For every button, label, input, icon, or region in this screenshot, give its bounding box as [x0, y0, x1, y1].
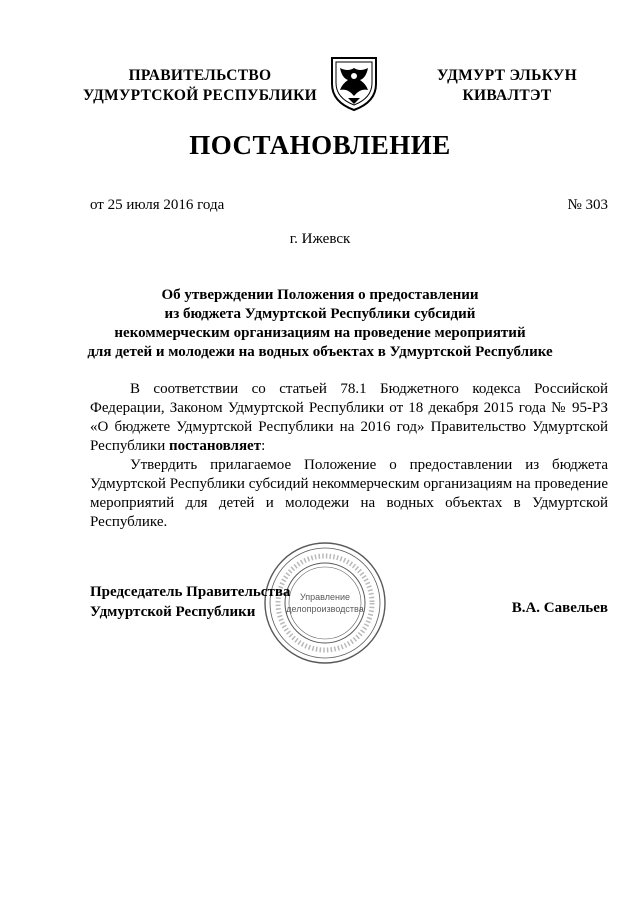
signatory-position-line2: Удмуртской Республики [90, 604, 256, 620]
body-paragraph-1 [90, 380, 608, 456]
document-body [90, 380, 608, 532]
header-left-line1: ПРАВИТЕЛЬСТВО [128, 67, 272, 84]
document-title: ПОСТАНОВЛЕНИЕ [189, 130, 451, 160]
subject-line: для детей и молодежи на водных объектах в Удмуртской Республике [87, 344, 553, 360]
subject-line: некоммерческим организациям на проведение мероприятий [114, 325, 526, 341]
coat-of-arms-emblem [326, 54, 382, 112]
header-right-line2: КИВАЛТЭТ [462, 87, 552, 104]
stamp-center-line1: Управление [299, 592, 351, 602]
header-right-line1: УДМУРТ ЭЛЬКУН [437, 67, 577, 84]
document-city: г. Ижевск [289, 231, 351, 247]
paragraph-1-keyword: постановляет [169, 438, 262, 454]
paragraph-1-text: В соответствии со статьей 78.1 Бюджетного кодекса Российской Федерации, Законом Удмуртской Республики от 18 декабря 2015 года № 95-РЗ «О бюджете Удмуртской Республики на 2016 год» Правительство Удмуртской Республики [90, 381, 608, 454]
header-left-line2: УДМУРТСКОЙ РЕСПУБЛИКИ [82, 87, 317, 104]
document-subject [60, 286, 580, 362]
paragraph-1-end: : [261, 438, 266, 454]
subject-line: Об утверждении Положения о предоставлении [161, 287, 479, 303]
document-number: № 303 [567, 197, 608, 213]
signatory-name: В.А. Савельев [511, 600, 608, 616]
header-left [70, 66, 330, 106]
signatory-position [90, 582, 290, 622]
subject-line: из бюджета Удмуртской Республики субсидий [164, 306, 476, 322]
document-date: от 25 июля 2016 года [90, 197, 225, 213]
header-right [412, 66, 602, 106]
stamp-center-line2: делопроизводства [286, 604, 364, 614]
body-paragraph-2: Утвердить прилагаемое Положение о предоставлении из бюджета Удмуртской Республики субсидий некоммерческим организациям на проведение мероприятий для детей и молодежи на водных объектах в Удмуртской Республике. [90, 457, 608, 530]
signatory-position-line1: Председатель Правительства [90, 584, 291, 600]
